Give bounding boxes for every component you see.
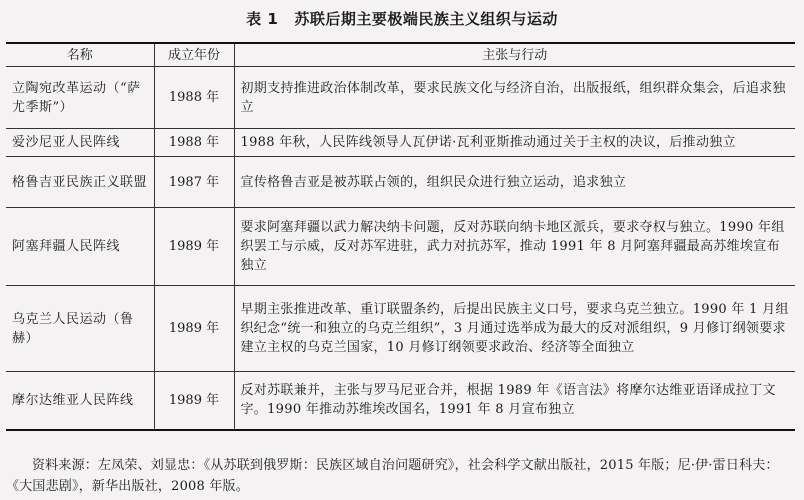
founding-year: 1989 年: [154, 372, 234, 430]
header-actions: 主张与行动: [234, 43, 795, 67]
table-row: [6, 157, 795, 208]
founding-year: 1987 年: [154, 157, 234, 208]
founding-year: 1989 年: [154, 286, 234, 372]
founding-year: 1988 年: [154, 129, 234, 157]
header-year: 成立年份: [154, 43, 234, 67]
founding-year: 1989 年: [154, 208, 234, 286]
org-name: 爱沙尼亚人民阵线: [6, 129, 154, 157]
founding-year: 1988 年: [154, 67, 234, 129]
table-title: 苏联后期主要极端民族主义组织与运动: [294, 10, 558, 28]
org-actions: 1988 年秋，人民阵线领导人瓦伊诺·瓦利亚斯推动通过关于主权的决议，后推动独立: [234, 129, 795, 157]
org-actions: 反对苏联兼并，主张与罗马尼亚合并，根据 1989 年《语言法》将摩尔达维亚语译成拉丁文字。1990 年推动苏维埃改国名，1991 年 8 月宣布独立: [234, 372, 795, 430]
org-name: 格鲁吉亚民族正义联盟: [6, 157, 154, 208]
table-caption: [0, 8, 804, 29]
table-row: [6, 129, 795, 157]
org-actions: 宣传格鲁吉亚是被苏联占领的，组织民众进行独立运动，追求独立: [234, 157, 795, 208]
org-name: 摩尔达维亚人民阵线: [6, 372, 154, 430]
table-row: [6, 286, 795, 372]
table-row: [6, 67, 795, 129]
table-header-row: [6, 43, 795, 67]
org-name: 阿塞拜疆人民阵线: [6, 208, 154, 286]
org-name: 立陶宛改革运动（“萨尤季斯”）: [6, 67, 154, 129]
org-actions: 要求阿塞拜疆以武力解决纳卡问题，反对苏联向纳卡地区派兵，要求夺权与独立。1990 年组织罢工与示威，反对苏军进驻，武力对抗苏军，推动 1991 年 8 月阿塞拜疆最高苏维埃宣布独立: [234, 208, 795, 286]
source-note: 资料来源：左凤荣、刘显忠：《从苏联到俄罗斯：民族区域自治问题研究》，社会科学文献出版社，2015 年版；尼·伊·雷日科夫：《大国悲剧》，新华出版社，2008 年版。: [6, 458, 779, 494]
org-name: 乌克兰人民运动（鲁赫）: [6, 286, 154, 372]
org-actions: 早期主张推进改革、重订联盟条约，后提出民族主义口号，要求乌克兰独立。1990 年 1 月组织纪念“统一和独立的乌克兰组织”，3 月通过选举成为最大的反对派组织，9 月修订纲领要求建立主权的乌克兰国家，10 月修订纲领要求政治、经济等全面独立: [234, 286, 795, 372]
organizations-table: [6, 42, 795, 431]
table-row: [6, 372, 795, 430]
table-row: [6, 208, 795, 286]
table-label: 表 1: [246, 10, 279, 28]
header-name: 名称: [6, 43, 154, 67]
org-actions: 初期支持推进政治体制改革，要求民族文化与经济自治，出版报纸，组织群众集会，后追求独立: [234, 67, 795, 129]
